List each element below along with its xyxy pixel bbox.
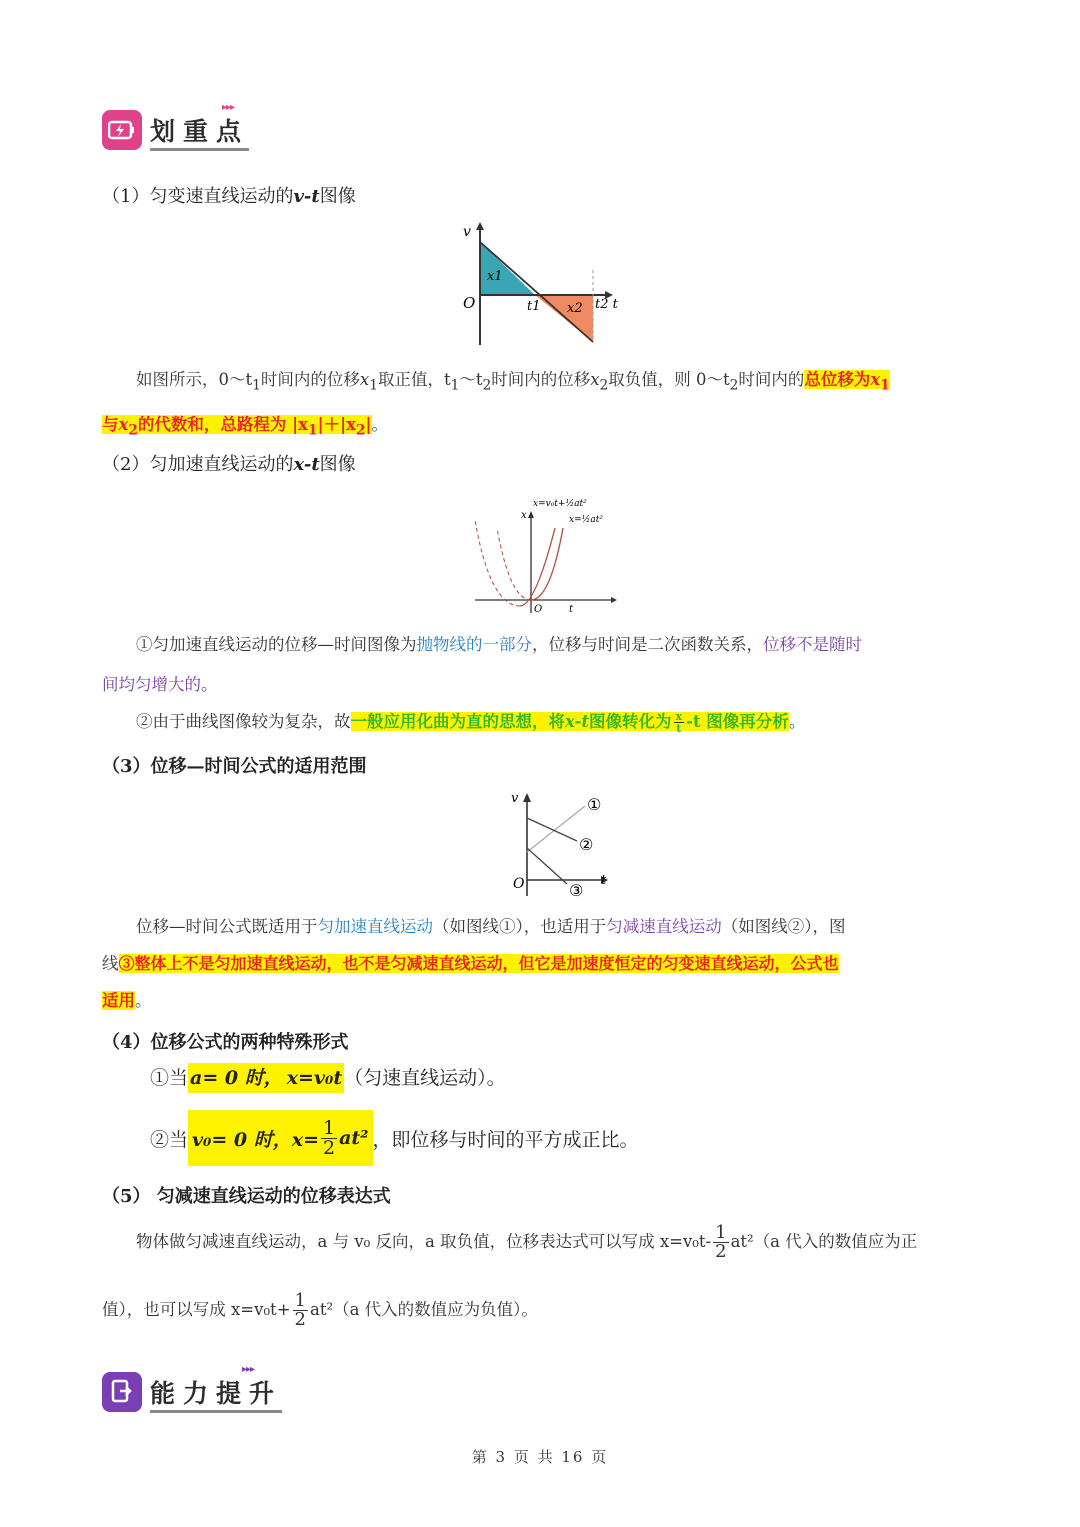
label-v: v bbox=[511, 791, 519, 806]
section-5-line-2: 值），也可以写成 x=v₀t+ $\frac{1}{2}$ at²（a 代入的数值应为负值）。 bbox=[102, 1289, 538, 1330]
banner-title: 能力提升 bbox=[150, 1379, 282, 1413]
curve-x-half-at2 bbox=[531, 528, 563, 600]
xt-parabola-figure bbox=[465, 488, 625, 616]
section-banner-key-points bbox=[102, 102, 250, 150]
label-t1: t1 bbox=[527, 299, 541, 314]
section-1-heading: （1）匀变速直线运动的v-t图像 bbox=[102, 186, 356, 207]
page-number: 第 3 页 共 16 页 bbox=[471, 1448, 609, 1466]
vt-graph-figure bbox=[455, 220, 625, 350]
section-5-line-1: 物体做匀减速直线运动，a 与 v₀ 反向，a 取负值，位移表达式可以写成 x=v₀t- $\frac{1}{2}$ at²（a 代入的数值应为正 bbox=[136, 1221, 918, 1262]
section-3-paragraph: 位移—时间公式既适用于匀加速直线运动（如图线①），也适用于匀减速直线运动（如图线②），图 线③整体上不是匀加速直线运动，也不是匀减速直线运动，但它是加速度恒定的匀变速直线运动，公式也 适用。 bbox=[102, 917, 846, 1010]
label-v: v bbox=[463, 224, 471, 240]
arrows-decoration: ▸▸▸ bbox=[242, 1364, 255, 1375]
line-2 bbox=[527, 818, 577, 841]
section-1-paragraph: 如图所示，$0\sim t_1$时间内的位移$x_1$取正值，$t_1\sim t_2$时间内的位移$x_2$取负值，则 $0\sim t_2$时间内的总位移为$x_1$ 与$x_2$的代数和，总路程为 $|x_1|+|x_2|$。 bbox=[102, 370, 890, 439]
label-circle-2: ② bbox=[579, 835, 594, 854]
label-o: O bbox=[463, 294, 476, 312]
label-x1: x1 bbox=[487, 269, 503, 284]
section-3-heading: （3）位移—时间公式的适用范围 bbox=[102, 756, 367, 777]
label-circle-3: ③ bbox=[569, 881, 584, 900]
label-t2t: t2 t bbox=[595, 297, 618, 312]
curve-x-v0t-plus bbox=[520, 528, 555, 606]
section-2-paragraph-2: ②由于曲线图像较为复杂，故一般应用化曲为直的思想，将x-t图像转化为 $\frac{x}{t}$ -t 图像再分析。 bbox=[136, 710, 806, 735]
document-arrow-icon bbox=[102, 1372, 142, 1412]
label-o: O bbox=[534, 604, 543, 615]
arrows-decoration: ▸▸▸ bbox=[222, 102, 235, 113]
section-2-paragraph-1: ①匀加速直线运动的位移—时间图像为抛物线的一部分，位移与时间是二次函数关系，位移不是随时 间均匀增大的。 bbox=[102, 635, 862, 694]
formula-1: ①当 a= 0 时， x=v₀t （匀速直线运动）。 bbox=[150, 1063, 506, 1090]
eq-label-2: x=½at² bbox=[569, 515, 603, 525]
label-circle-1: ① bbox=[587, 795, 602, 814]
section-banner-ability bbox=[102, 1364, 283, 1412]
section-4-heading: （4）位移公式的两种特殊形式 bbox=[102, 1032, 349, 1053]
eq-label-1: x=v₀t+½at² bbox=[533, 499, 587, 509]
label-x2: x2 bbox=[567, 301, 583, 316]
banner-title: 划重点 bbox=[150, 117, 249, 151]
three-lines-figure bbox=[505, 788, 625, 900]
label-t: t bbox=[569, 604, 574, 615]
formula-2: ②当 v₀= 0 时，x= $\frac{1}{2}$ at² ，即位移与时间的平方成正比。 bbox=[150, 1110, 639, 1166]
line-1 bbox=[527, 806, 585, 852]
label-x: x bbox=[521, 510, 527, 521]
line-3 bbox=[527, 848, 567, 884]
label-o: O bbox=[513, 876, 525, 892]
highlight-total-displacement: 总位移为$x_1$ 与$x_2$的代数和，总路程为 $|x_1|+|x_2|$ bbox=[102, 370, 890, 439]
section-2-heading: （2）匀加速直线运动的x-t图像 bbox=[102, 454, 356, 475]
section-5-heading: （5） 匀减速直线运动的位移表达式 bbox=[102, 1186, 391, 1207]
lightning-battery-icon bbox=[102, 110, 142, 150]
label-t: t bbox=[601, 873, 607, 888]
